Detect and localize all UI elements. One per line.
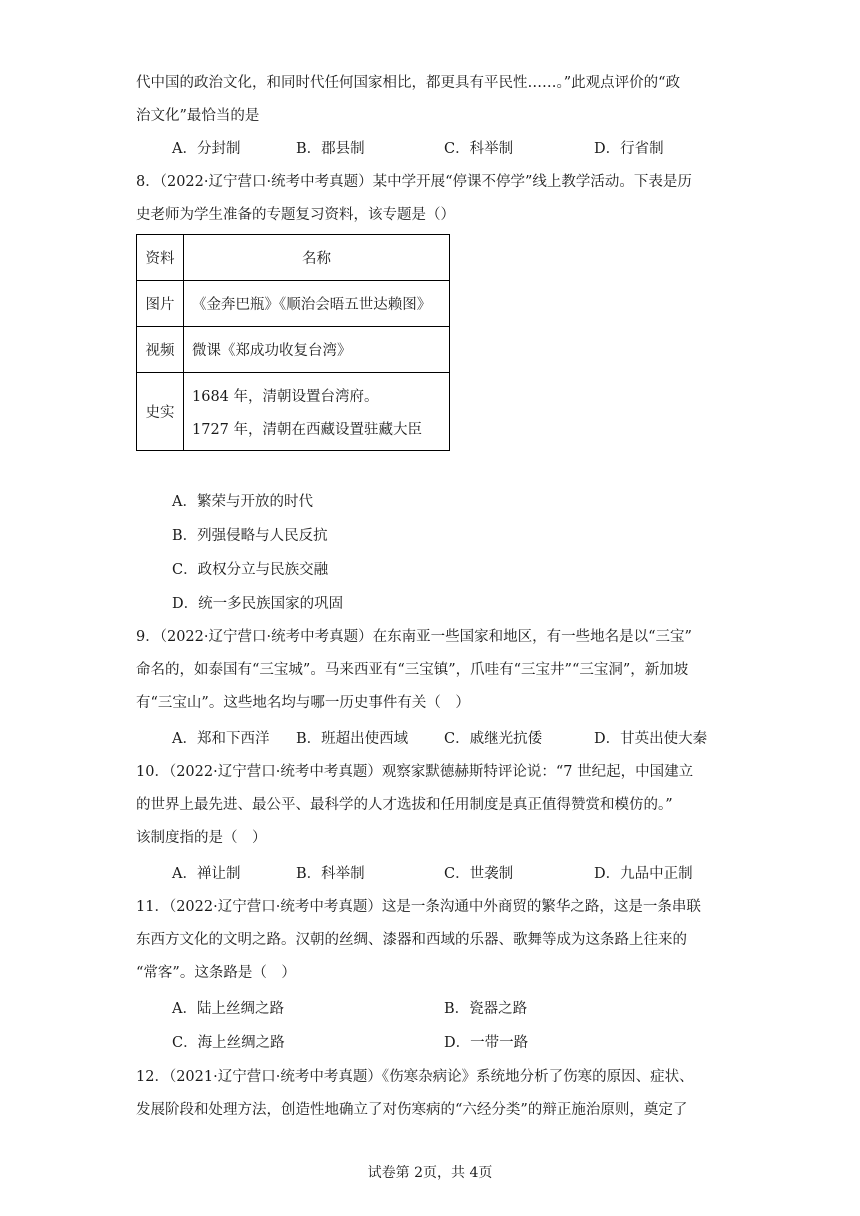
question-7-option-a: A．分封制: [172, 141, 241, 157]
question-8-option-d: D．统一多民族国家的巩固: [172, 596, 344, 612]
table-header-row: [137, 235, 450, 281]
question-7-option-b: B．郡县制: [296, 141, 365, 157]
question-9-text-line-2: 命名的，如泰国有“三宝城”。马来西亚有“三宝镇”，爪哇有“三宝井”“三宝洞”，新加坡: [136, 662, 689, 678]
question-10-option-b: B．科举制: [296, 866, 365, 882]
question-9-option-a: A．郑和下西洋: [172, 731, 270, 747]
table-cell-line: 1727 年，清朝在西藏设置驻藏大臣: [192, 421, 423, 438]
table-header-cell: 资料: [137, 235, 184, 281]
question-8-text-line-1: 8．（2022·辽宁营口·统考中考真题）某中学开展“停课不停学”线上教学活动。下表是历: [136, 174, 692, 190]
question-8-option-b: B．列强侵略与人民反抗: [172, 528, 328, 544]
table-row: [137, 327, 450, 373]
question-9-option-d: D．甘英出使大秦: [594, 731, 708, 747]
question-9-text-line-1: 9．（2022·辽宁营口·统考中考真题）在东南亚一些国家和地区，有一些地名是以“三宝”: [136, 629, 692, 645]
question-11-option-b: B．瓷器之路: [444, 1001, 528, 1017]
page-footer: 试卷第 2页，共 4页: [367, 1165, 493, 1181]
question-10-option-d: D．九品中正制: [594, 866, 693, 882]
question-12-text-line-1: 12．（2021·辽宁营口·统考中考真题）《伤寒杂病论》系统地分析了伤寒的原因、症状、: [136, 1069, 694, 1085]
question-8-option-c: C．政权分立与民族交融: [172, 562, 329, 578]
question-11-option-d: D．一带一路: [444, 1035, 529, 1051]
question-11-text-line-2: 东西方文化的文明之路。汉朝的丝绸、漆器和西域的乐器、歌舞等成为这条路上往来的: [136, 932, 687, 948]
question-10-option-c: C．世袭制: [444, 866, 514, 882]
question-9-option-b: B．班超出使西域: [296, 731, 409, 747]
question-10-text-line-1: 10．（2022·辽宁营口·统考中考真题）观察家默德赫斯特评论说：“7 世纪起，中国建立: [136, 764, 694, 780]
question-9-text-line-3: 有“三宝山”。这些地名均与哪一历史事件有关（ ）: [136, 695, 470, 711]
question-9-option-c: C．戚继光抗倭: [444, 731, 543, 747]
table-row-value: [184, 373, 450, 451]
table-row-label: 视频: [137, 327, 184, 373]
question-11-text-line-1: 11．（2022·辽宁营口·统考中考真题）这是一条沟通中外商贸的繁华之路，这是一条串联: [136, 899, 701, 915]
question-12-text-line-2: 发展阶段和处理方法，创造性地确立了对伤寒病的“六经分类”的辩正施治原则，奠定了: [136, 1102, 688, 1118]
table-header-cell: 名称: [184, 235, 450, 281]
table-cell-line: 1684 年，清朝设置台湾府。: [192, 388, 379, 405]
table-row: [137, 373, 450, 451]
question-7-option-d: D．行省制: [594, 141, 664, 157]
table-row-value: 《金奔巴瓶》《顺治会晤五世达赖图》: [184, 281, 450, 327]
question-10-text-line-3: 该制度指的是（ ）: [136, 830, 267, 846]
table-row: [137, 281, 450, 327]
table-row-value: 微课《郑成功收复台湾》: [184, 327, 450, 373]
review-material-table: [136, 234, 450, 451]
question-11-text-line-3: “常客”。这条路是（ ）: [136, 965, 296, 981]
question-7-text-line-2: 治文化”最恰当的是: [136, 108, 260, 124]
question-11-option-c: C．海上丝绸之路: [172, 1035, 285, 1051]
question-10-option-a: A．禅让制: [172, 866, 241, 882]
table-row-label: 图片: [137, 281, 184, 327]
table-row-label: 史实: [137, 373, 184, 451]
question-7-text-line-1: 代中国的政治文化，和同时代任何国家相比，都更具有平民性……。”此观点评价的“政: [136, 75, 681, 91]
question-8-text-line-2: 史老师为学生准备的专题复习资料，该专题是（）: [136, 207, 455, 223]
question-11-option-a: A．陆上丝绸之路: [172, 1001, 284, 1017]
question-8-option-a: A．繁荣与开放的时代: [172, 494, 313, 510]
question-7-option-c: C．科举制: [444, 141, 514, 157]
question-10-text-line-2: 的世界上最先进、最公平、最科学的人才选拔和任用制度是真正值得赞赏和模仿的。”: [136, 797, 673, 813]
